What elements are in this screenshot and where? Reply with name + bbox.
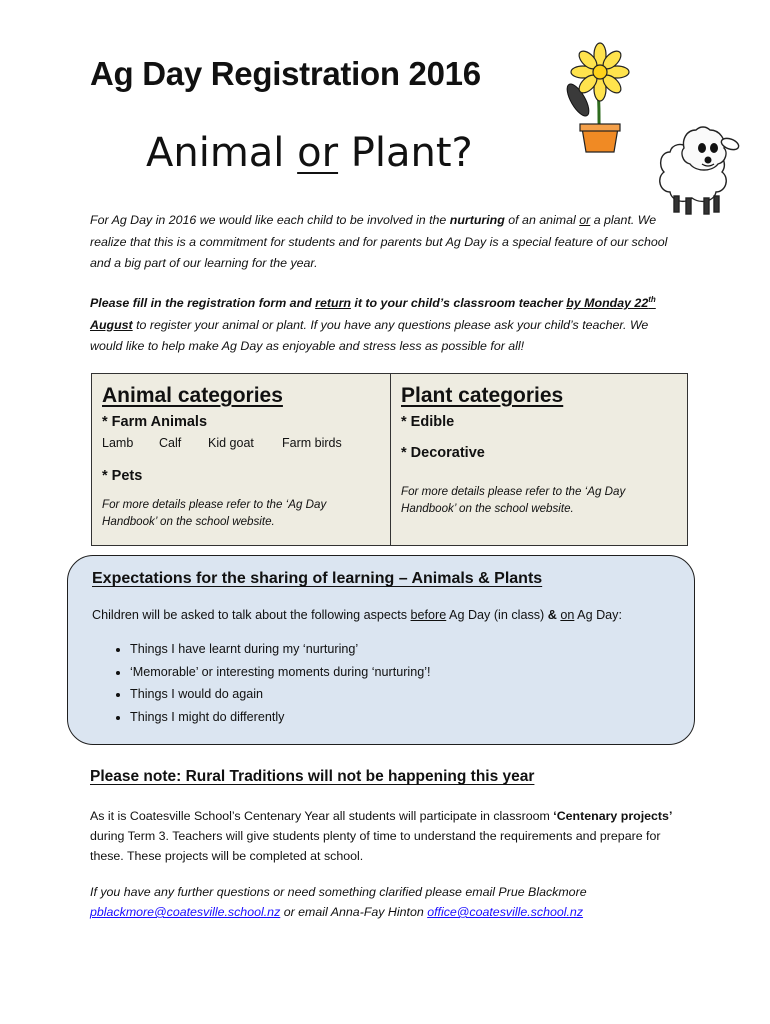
plant-categories [391,374,687,545]
expectations-before: before [410,608,447,622]
edible-label: * Edible [401,414,455,430]
pets-label: * Pets [102,468,143,484]
centenary-paragraph [90,806,690,866]
reg-text: to register your animal or plant. If you have any questions please ask your child’s teacher. We would like to help make Ag Day as enjoyable and stress less as possible for all! [90,317,649,354]
expectations-text: Children will be asked to talk about the following aspects [92,608,411,622]
centenary-text: during Term 3. Teachers will give students plenty of time to understand the requirements and prepare for these. These projects will be completed at school. [90,829,661,863]
intro-text: a plant. We realize that this is a commitment for students and for parents but Ag Day is a special feature of our school and a big part of our learning for the year. [90,213,668,270]
animal-categories [92,374,391,545]
subtitle-or: or [297,130,339,176]
farm-animals-list [102,436,342,450]
list-item: • Things I might do differently [130,706,431,729]
intro-or: or [579,213,591,227]
contact-paragraph [90,882,690,922]
intro-text: of an animal [504,213,580,227]
contact-text: or email Anna-Fay Hinton [280,905,428,919]
contact-text: If you have any further questions or need something clarified please email Prue Blackmore [90,885,587,899]
expectations-box [67,555,695,745]
lamb-icon [650,122,746,218]
subtitle-plant: Plant? [338,130,473,176]
expectations-text: Ag Day: [574,608,622,622]
farm-item: Calf [159,436,182,450]
expectations-intro [92,608,622,622]
expectations-list [108,638,431,728]
flower-pot-icon [560,40,650,160]
list-item: • ‘Memorable’ or interesting moments during ‘nurturing’! [130,661,431,684]
centenary-projects: ‘Centenary projects’ [553,809,673,823]
intro-text: For Ag Day in 2016 we would like each child to be involved in the [90,213,450,227]
reg-text: it to your child’s classroom teacher [350,296,567,311]
farm-animals-label: * Farm Animals [102,414,208,430]
email-link-prue[interactable]: pblackmore@coatesville.school.nz [90,905,281,919]
centenary-text: As it is Coatesville School’s Centenary Year all students will participate in classroom [90,809,554,823]
email-link-office[interactable]: office@coatesville.school.nz [427,905,584,919]
reg-deadline-suffix: th [648,295,656,304]
page-title: Ag Day Registration 2016 [90,55,481,92]
intro-paragraph [90,210,680,275]
farm-item: Lamb [102,436,134,450]
list-item: • Things I would do again [130,683,431,706]
expectations-heading: Expectations for the sharing of learning – Animals & Plants [92,570,543,587]
reg-deadline-month: August [90,317,133,332]
decorative-label: * Decorative [401,445,485,461]
reg-text: Please fill in the registration form and [90,296,316,311]
animal-note: For more details please refer to the ‘Ag Day Handbook’ on the school website. [102,498,327,528]
expectations-text: Ag Day (in class) [446,608,548,622]
farm-item: Kid goat [208,436,254,450]
page-subtitle [146,130,473,176]
note-heading: Please note: Rural Traditions will not be happening this year [90,768,535,785]
expectations-on: on [560,608,575,622]
expectations-amp: & [547,608,557,622]
animal-heading: Animal categories [102,384,283,407]
plant-heading: Plant categories [401,384,564,407]
subtitle-animal: Animal [146,130,298,176]
farm-item: Farm birds [282,436,342,450]
reg-return: return [315,296,351,311]
plant-note: For more details please refer to the ‘Ag Day Handbook’ on the school website. [401,485,626,515]
categories-table [91,373,688,546]
reg-deadline-day: by Monday 22 [566,296,649,311]
intro-nurturing: nurturing [449,213,505,227]
registration-paragraph [90,289,680,358]
list-item: • Things I have learnt during my ‘nurturing’ [130,638,431,661]
